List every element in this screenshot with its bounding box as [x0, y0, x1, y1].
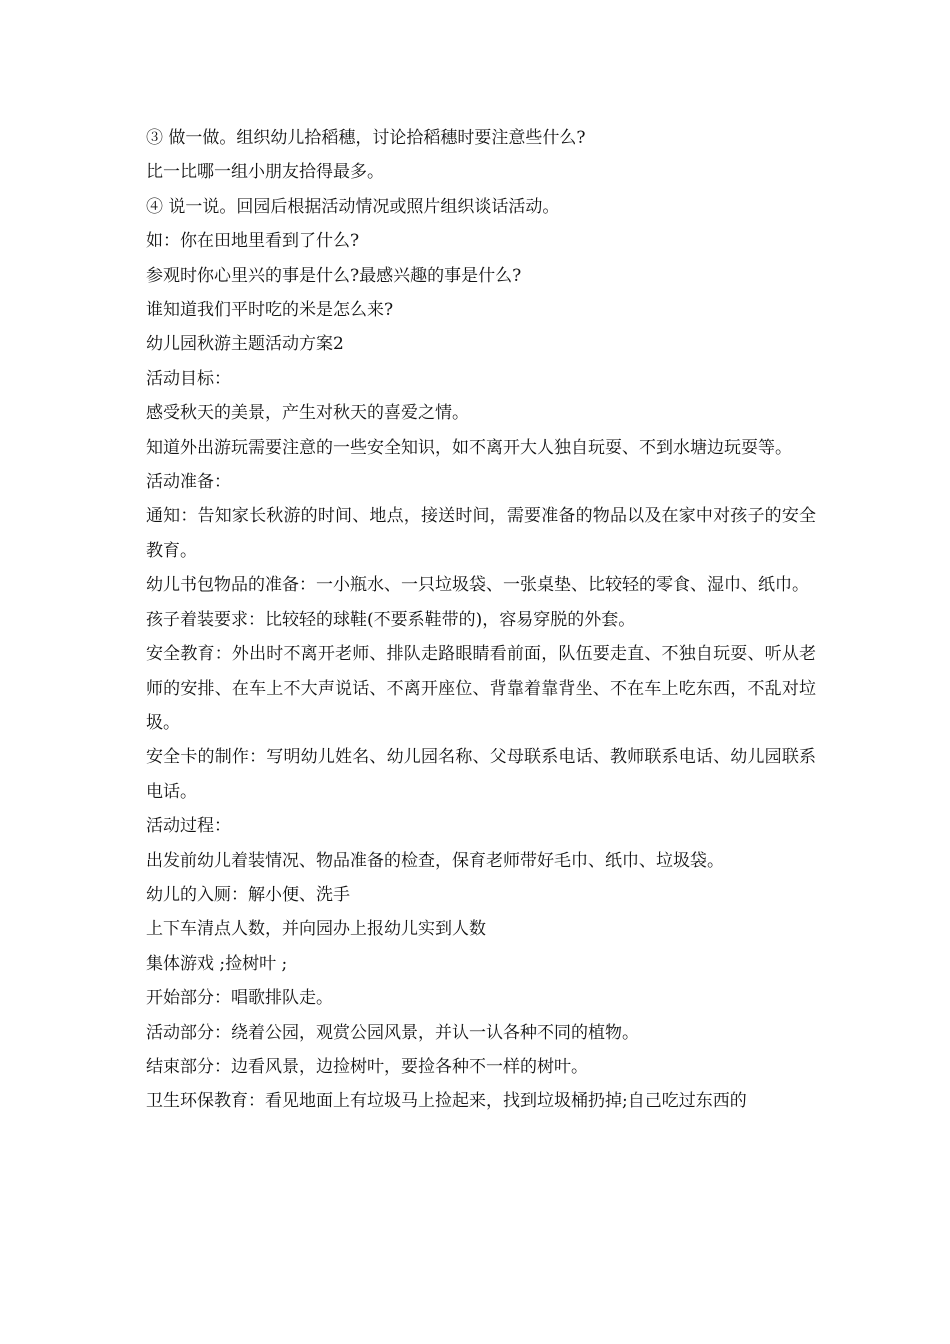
paragraph-question-rice: 谁知道我们平时吃的米是怎么来? [146, 300, 394, 321]
paragraph-start: 开始部分：唱歌排队走。 [146, 988, 333, 1009]
paragraph-toilet: 幼儿的入厕：解小便、洗手 [146, 884, 350, 905]
paragraph-goal-2: 知道外出游玩需要注意的一些安全知识，如不离开大人独自玩耍、不到水塘边玩耍等。 [146, 437, 792, 458]
paragraph-headcount: 上下车清点人数，并向园办上报幼儿实到人数 [146, 919, 486, 940]
paragraph-backpack: 幼儿书包物品的准备：一小瓶水、一只垃圾袋、一张桌垫、比较轻的零食、湿巾、纸巾。 [146, 575, 809, 596]
paragraph-step-do: ③ 做一做。组织幼儿拾稻穗，讨论拾稻穗时要注意些什么? [146, 128, 586, 148]
paragraph-compare: 比一比哪一组小朋友拾得最多。 [146, 162, 384, 183]
paragraph-safety-card: 安全卡的制作：写明幼儿姓名、幼儿园名称、父母联系电话、教师联系电话、幼儿园联系电话。 [146, 747, 816, 802]
paragraph-notice: 通知：告知家长秋游的时间、地点，接送时间，需要准备的物品以及在家中对孩子的安全教育。 [146, 506, 816, 561]
paragraph-question-interest: 参观时你心里兴的事是什么?最感兴趣的事是什么? [146, 265, 522, 286]
section-title-plan-2: 幼儿园秋游主题活动方案2 [146, 334, 344, 355]
paragraph-activity: 活动部分：绕着公园，观赏公园风景，并认一认各种不同的植物。 [146, 1022, 639, 1043]
heading-goals: 活动目标： [146, 368, 231, 389]
document-body [146, 121, 816, 1119]
paragraph-safety-education: 安全教育：外出时不离开老师、排队走路眼睛看前面，队伍要走直、不独自玩耍、听从老师的安排、在车上不大声说话、不离开座位、背靠着靠背坐、不在车上吃东西，不乱对垃圾。 [146, 644, 816, 733]
paragraph-hygiene: 卫生环保教育：看见地面上有垃圾马上捡起来，找到垃圾桶扔掉;自己吃过东西的 [146, 1091, 747, 1112]
paragraph-ending: 结束部分：边看风景，边捡树叶，要捡各种不一样的树叶。 [146, 1056, 588, 1077]
paragraph-dress: 孩子着装要求：比较轻的球鞋(不要系鞋带的)，容易穿脱的外套。 [146, 609, 636, 630]
heading-process: 活动过程： [146, 816, 231, 837]
paragraph-step-say: ④ 说一说。回园后根据活动情况或照片组织谈话活动。 [146, 196, 560, 217]
paragraph-group-game: 集体游戏 ;捡树叶 ; [146, 953, 288, 974]
heading-preparation: 活动准备： [146, 472, 231, 493]
paragraph-question-field: 如：你在田地里看到了什么? [146, 231, 360, 252]
paragraph-pre-departure: 出发前幼儿着装情况、物品准备的检查，保育老师带好毛巾、纸巾、垃圾袋。 [146, 850, 724, 871]
paragraph-goal-1: 感受秋天的美景，产生对秋天的喜爱之情。 [146, 403, 469, 424]
